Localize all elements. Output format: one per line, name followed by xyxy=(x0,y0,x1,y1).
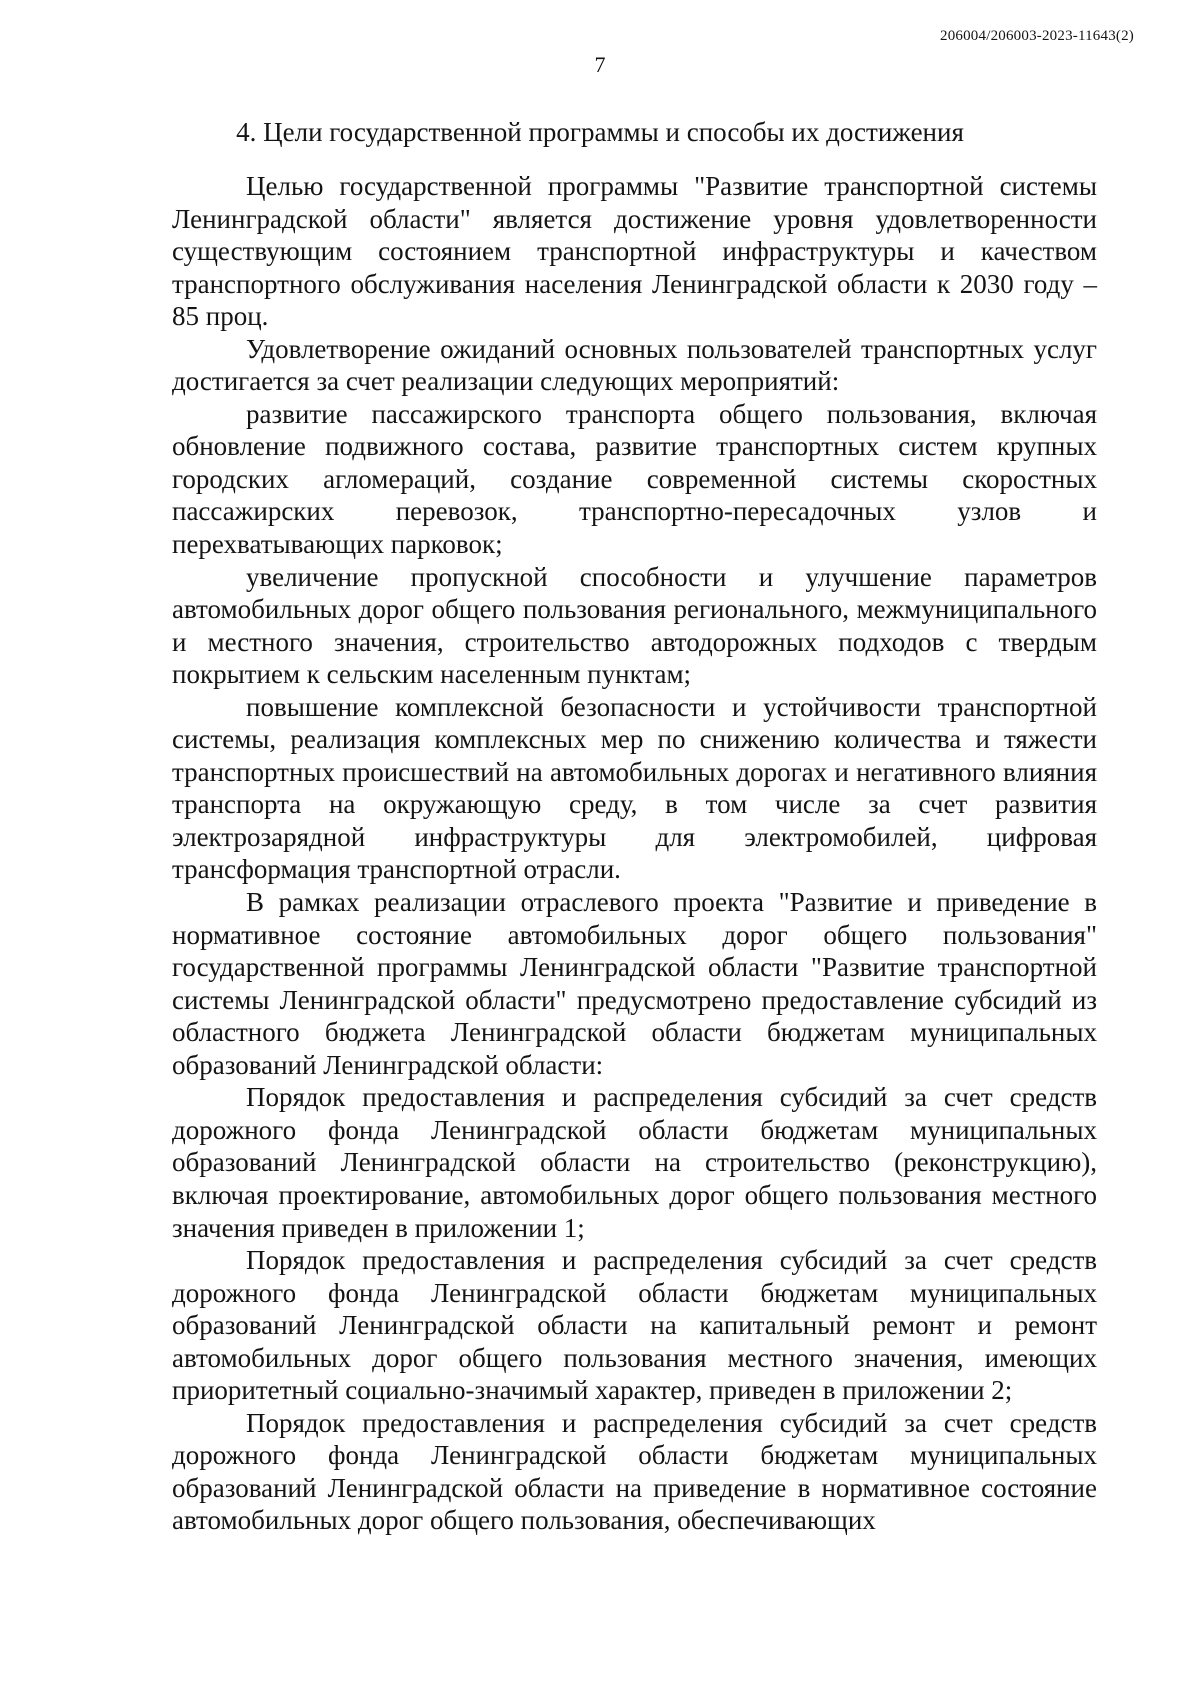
paragraph-goal: Целью государственной программы "Развитие транспортной системы Ленинградской области" является достижение уровня удовлетворенности существующим состоянием транспортной инфраструктуры и качеством транспортного обслуживания населения Ленинградской области к 2030 году – 85 проц. xyxy=(172,171,1097,332)
section-heading: 4. Цели государственной программы и способы их достижения xyxy=(236,117,964,147)
paragraph-safety: повышение комплексной безопасности и устойчивости транспортной системы, реализация комплексных мер по снижению количества и тяжести транспортных происшествий на автомобильных дорогах и негативного влияния транспорта на окружающую среду, в том числе за счет развития электрозарядной инфраструктуры для электромобилей, цифровая трансформация транспортной отрасли. xyxy=(172,691,1097,885)
body-text xyxy=(172,170,1097,1537)
paragraph-appendix-2: Порядок предоставления и распределения субсидий за счет средств дорожного фонда Ленинградской области бюджетам муниципальных образований Ленинградской области на капитальный ремонт и ремонт автомобильных дорог общего пользования местного значения, имеющих приоритетный социально-значимый характер, приведен в приложении 2; xyxy=(172,1245,1097,1406)
paragraph-subsidies-intro: В рамках реализации отраслевого проекта "Развитие и приведение в нормативное состояние автомобильных дорог общего пользования" государственной программы Ленинградской области "Развитие транспортной системы Ленинградской области" предусмотрено предоставление субсидий из областного бюджета Ленинградской области бюджетам муниципальных образований Ленинградской области: xyxy=(172,887,1097,1080)
paragraph-appendix-1: Порядок предоставления и распределения субсидий за счет средств дорожного фонда Ленинградской области бюджетам муниципальных образований Ленинградской области на строительство (реконструкцию), включая проектирование, автомобильных дорог общего пользования местного значения приведен в приложении 1; xyxy=(172,1082,1097,1243)
paragraph-road-capacity: увеличение пропускной способности и улучшение параметров автомобильных дорог общего пользования регионального, межмуниципального и местного значения, строительство автодорожных подходов с твердым покрытием к сельским населенным пунктам; xyxy=(172,561,1097,690)
page-number: 7 xyxy=(594,52,606,77)
paragraph-appendix-3: Порядок предоставления и распределения субсидий за счет средств дорожного фонда Ленинградской области бюджетам муниципальных образований Ленинградской области на приведение в нормативное состояние автомобильных дорог общего пользования, обеспечивающих xyxy=(172,1407,1097,1536)
document-id: 206004/206003-2023-11643(2) xyxy=(940,28,1134,44)
paragraph-passenger-transport: развитие пассажирского транспорта общего пользования, включая обновление подвижного состава, развитие транспортных систем крупных городских агломераций, создание современной системы скоростных пассажирских перевозок, транспортно-пересадочных узлов и перехватывающих парковок; xyxy=(172,398,1097,560)
paragraph-measures-intro: Удовлетворение ожиданий основных пользователей транспортных услуг достигается за счет реализации следующих мероприятий: xyxy=(172,333,1097,397)
